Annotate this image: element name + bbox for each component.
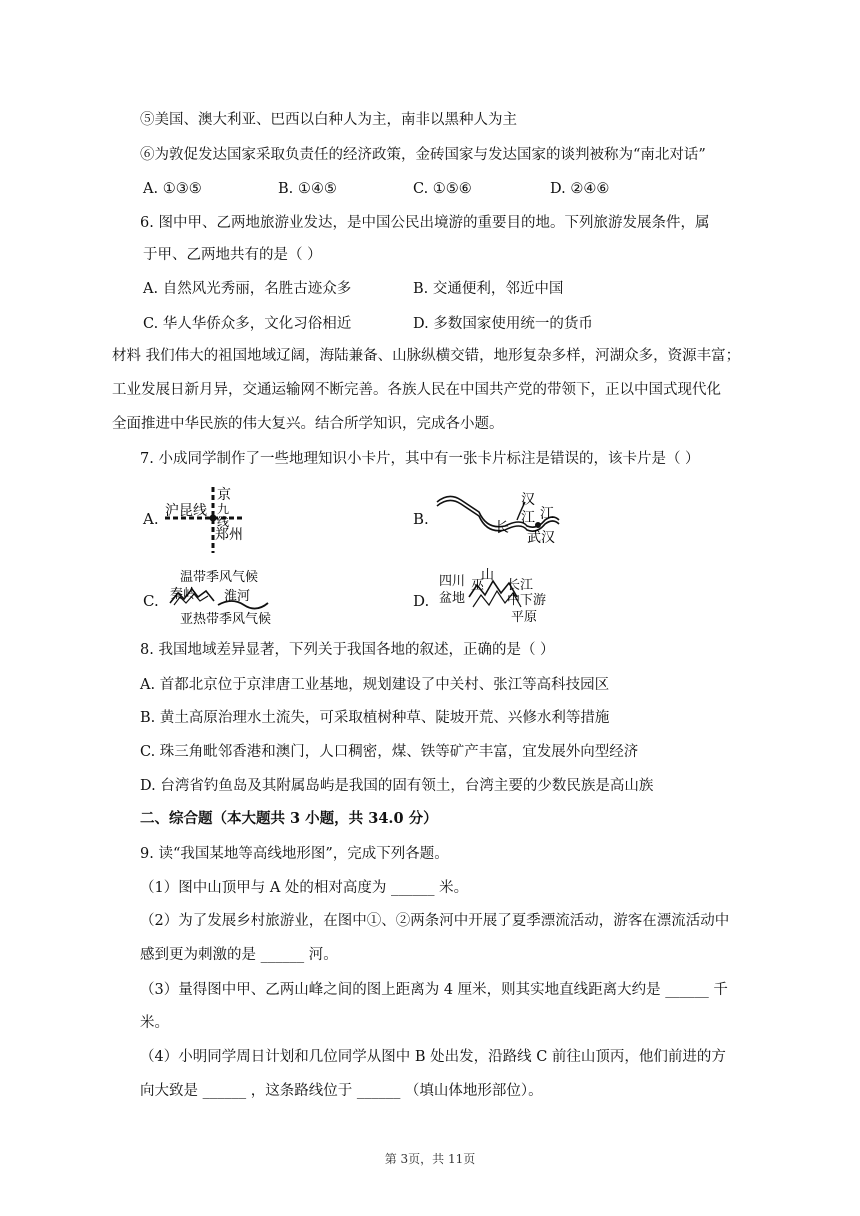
q9-part-3-cont: 米。: [140, 1015, 169, 1031]
card-d-label-wu: 巫: [471, 578, 485, 593]
question-6-stem-cont: 于甲、乙两地共有的是（ ）: [143, 247, 322, 263]
q9-part-4: （4）小明同学周日计划和几位同学从图中 B 处出发，沿路线 C 前往山顶丙，他们前进的方: [140, 1049, 726, 1065]
card-c-label-subtropical: 亚热带季风气候: [180, 612, 272, 627]
section-2-heading: 二、综合题（本大题共 3 小题，共 34.0 分）: [140, 810, 438, 827]
line-5: ⑤美国、澳大利亚、巴西以白种人为主，南非以黑种人为主: [140, 112, 517, 128]
q9-part-1: （1）图中山顶甲与 A 处的相对高度为 ______ 米。: [140, 880, 469, 896]
card-a-label-jiu: 九: [217, 502, 230, 516]
card-b-label-wuhan: 武汉: [527, 530, 555, 546]
question-7-stem: 7. 小成同学制作了一些地理知识小卡片，其中有一张卡片标注是错误的，该卡片是（ ）: [140, 451, 700, 467]
question-9-stem: 9. 读“我国某地等高线地形图”，完成下列各题。: [140, 846, 449, 862]
card-d-label-shan: 山: [481, 568, 495, 583]
card-a-label-xian: 线: [217, 515, 230, 529]
card-d-label-sichuan: 四川: [439, 574, 466, 589]
question-8-stem: 8. 我国地域差异显著，下列关于我国各地的叙述，正确的是（ ）: [140, 642, 555, 658]
q8-option-c: C. 珠三角毗邻香港和澳门，人口稠密，煤、铁等矿产丰富，宜发展外向型经济: [140, 744, 639, 760]
card-b-label-jiang-1: 江: [521, 510, 535, 526]
card-b-label-chang: 长: [495, 520, 509, 536]
q9-part-4-cont: 向大致是 ______ ，这条路线位于 ______ （填山体地形部位）。: [140, 1083, 543, 1099]
railway-junction-figure: [165, 485, 275, 555]
q9-part-2-cont: 感到更为刺激的是 ______ 河。: [140, 947, 338, 963]
q6-option-b: B. 交通便利，邻近中国: [413, 281, 564, 297]
q6-option-d: D. 多数国家使用统一的货币: [413, 316, 593, 332]
q7-card-a: [140, 485, 270, 555]
card-a-label-zhengzhou: 郑州: [215, 527, 243, 543]
q8-option-d: D. 台湾省钓鱼岛及其附属岛屿是我国的固有领土，台湾主要的少数民族是高山族: [140, 778, 654, 794]
page-footer: 第 3页，共 11页: [384, 1152, 476, 1166]
line-6: ⑥为敦促发达国家采取负责任的经济政策，金砖国家与发达国家的谈判被称为“南北对话”: [140, 147, 706, 163]
q7-card-b: [413, 488, 563, 548]
q8-option-a: A. 首都北京位于京津唐工业基地，规划建设了中关村、张江等高科技园区: [140, 677, 610, 693]
card-a-label-huikun: 沪昆线: [165, 503, 207, 519]
q5-option-d: D. ②④⑥: [550, 181, 610, 197]
q9-part-3: （3）量得图中甲、乙两山峰之间的图上距离为 4 厘米，则其实地直线距离大约是 ______ 千: [140, 982, 728, 998]
q7-card-d: [413, 567, 563, 629]
card-a-label-jing: 京: [217, 487, 231, 503]
q7-card-a-letter: A.: [143, 510, 159, 528]
yangtze-hanjiang-figure: [435, 488, 565, 548]
q7-card-b-letter: B.: [413, 510, 429, 528]
card-c-label-qinling: 秦岭: [170, 587, 197, 602]
card-d-label-zhongxiayou: 中下游: [507, 593, 547, 608]
card-c-label-huaihe: 淮河: [224, 589, 251, 604]
q7-card-d-letter: D.: [413, 592, 430, 610]
q5-option-c: C. ①⑤⑥: [413, 181, 472, 197]
q9-part-2: （2）为了发展乡村旅游业，在图中①、②两条河中开展了夏季漂流活动，游客在漂流活动中: [140, 913, 730, 929]
card-d-label-pendi: 盆地: [439, 591, 466, 606]
q7-card-c-letter: C.: [143, 592, 159, 610]
card-b-label-jiang-2: 江: [540, 506, 554, 522]
qinling-huaihe-figure: [168, 567, 293, 629]
q6-option-a: A. 自然风光秀丽，名胜古迹众多: [143, 281, 352, 297]
material-line-3: 全面推进中华民族的伟大复兴。结合所学知识，完成各小题。: [112, 416, 504, 432]
sichuan-basin-figure: [437, 567, 567, 629]
q5-option-a: A. ①③⑤: [143, 181, 202, 197]
card-b-label-han: 汉: [521, 492, 535, 508]
card-d-label-changjiang: 长江: [507, 578, 534, 593]
q5-option-b: B. ①④⑤: [278, 181, 337, 197]
material-line-1: 材料 我们伟大的祖国地域辽阔，海陆兼备、山脉纵横交错，地形复杂多样，河湖众多，资源丰富；: [112, 348, 741, 364]
card-d-label-pingyuan: 平原: [511, 610, 538, 625]
material-line-2: 工业发展日新月异，交通运输网不断完善。各族人民在中国共产党的带领下，正以中国式现代化: [112, 382, 721, 398]
question-6-stem: 6. 图中甲、乙两地旅游业发达，是中国公民出境游的重要目的地。下列旅游发展条件，属: [140, 215, 710, 231]
card-c-label-temperate: 温带季风气候: [180, 570, 259, 585]
q6-option-c: C. 华人华侨众多，文化习俗相近: [143, 316, 352, 332]
q7-card-c: [140, 567, 290, 629]
q8-option-b: B. 黄土高原治理水土流失，可采取植树种草、陡坡开荒、兴修水利等措施: [140, 710, 610, 726]
